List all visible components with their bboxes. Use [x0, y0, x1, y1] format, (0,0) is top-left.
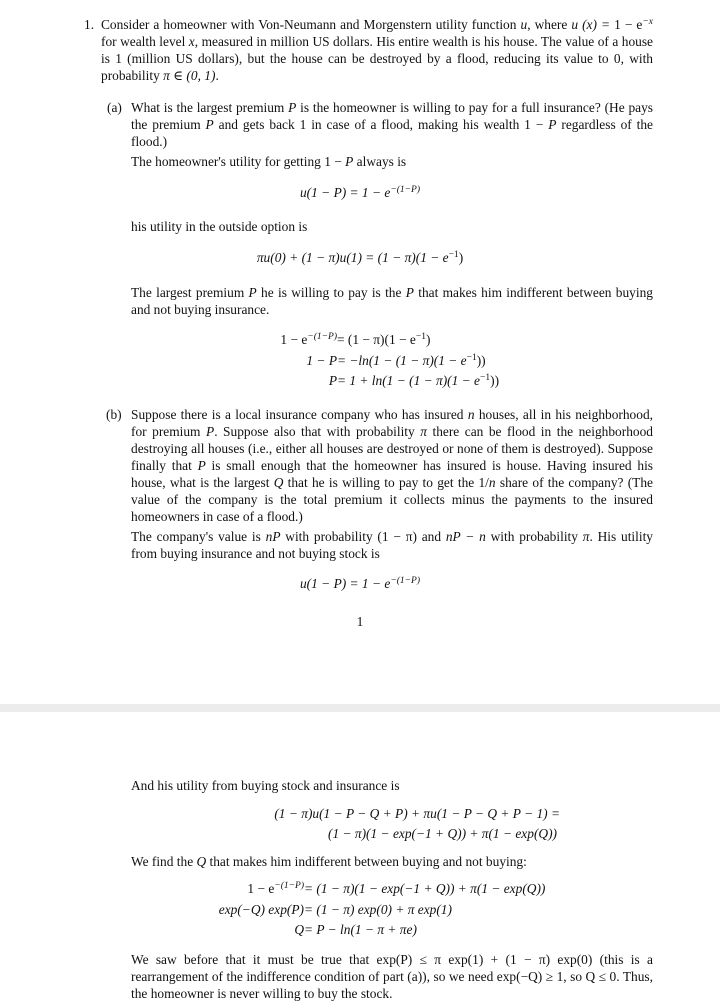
- derivation-a-line2-rhs: = $-\ln(1 - (1 - \pi)(1 - e^{-1}))$: [337, 353, 486, 368]
- derivation-b-line2-rhs: = (1 − π) exp(0) + π exp(1): [304, 902, 452, 917]
- equation-utility-insured: $u(1 - P) = 1 - e^{-(1-P)}$: [299, 185, 421, 200]
- part-a-outside-text: his utility in the outside option is: [131, 219, 308, 234]
- part-a-largest-text: The largest premium P he is willing to pay is the P that makes him indifferent between buying and not buying insurance.: [131, 285, 653, 317]
- page2-intro: And his utility from buying stock and insurance is: [131, 778, 400, 793]
- problem-intro: Consider a homeowner with Von-Neumann and Morgenstern utility function u, where u $(x) = 1 - e^{-x}$ for wealth level x, measured in million US dollars. His entire wealth is his house. The value of a house is 1 (million US dollars), but the house can be destroyed by a flood, reducing its value to 0, with probability π ∈ (0, 1).: [101, 17, 654, 83]
- equation-stock-line2: (1 − π)(1 − exp(−1 + Q)) + π(1 − exp(Q)): [328, 826, 557, 841]
- page2-find-text: We find the Q that makes him indifferent between buying and not buying:: [131, 854, 527, 869]
- page2-conclusion: We saw before that it must be true that exp(P) ≤ π exp(1) + (1 − π) exp(0) (this is a rearrangement of the indifference condition of part (a)), so we need exp(−Q) ≥ 1, so Q ≤ 0. Thus, the homeowner is never willing to buy the stock.: [131, 952, 653, 1001]
- derivation-b-line2-lhs: exp(−Q) exp(P): [218, 902, 304, 917]
- page-separator: [0, 704, 720, 712]
- page-2: [0, 712, 720, 1008]
- derivation-b-line3-rhs: = P − ln(1 − π + πe): [304, 922, 417, 937]
- part-b-company-value: The company's value is nP with probability (1 − π) and nP − n with probability π. His utility from buying insurance and not buying stock is: [131, 529, 653, 561]
- derivation-a-line1-rhs: = $(1 - \pi)(1 - e^{-1})$: [337, 332, 431, 347]
- part-a-label: (a): [107, 100, 122, 115]
- derivation-a-line1-lhs: $1 - e^{-(1-P)}$: [280, 332, 337, 347]
- equation-utility-no-stock: $u(1 - P) = 1 - e^{-(1-P)}$: [299, 576, 421, 591]
- equation-outside-option: $\pi u(0) + (1 - \pi)u(1) = (1 - \pi)(1 - e^{-1})$: [256, 250, 464, 265]
- derivation-b-line1-rhs: = (1 − π)(1 − exp(−1 + Q)) + π(1 − exp(Q)): [304, 881, 546, 896]
- page-number: 1: [356, 614, 364, 629]
- problem-number: 1.: [84, 17, 95, 32]
- part-b-label: (b): [106, 407, 122, 422]
- part-a-utility-text: The homeowner's utility for getting 1 − P always is: [131, 154, 407, 169]
- derivation-b-line1-lhs: $1 - e^{-(1-P)}$: [247, 881, 304, 896]
- derivation-a-line3-lhs: P: [328, 373, 337, 388]
- derivation-a-line2-lhs: 1 − P: [306, 353, 337, 368]
- equation-stock-line1: (1 − π)u(1 − P − Q + P) + πu(1 − P − Q + P − 1) =: [274, 806, 560, 821]
- part-a-question: What is the largest premium P is the homeowner is willing to pay for a full insurance? (He pays the premium P and gets back 1 in case of a flood, making his wealth 1 − P regardless of the flood.): [131, 100, 653, 149]
- derivation-a-line3-rhs: = $1 + \ln(1 - (1 - \pi)(1 - e^{-1}))$: [337, 373, 500, 388]
- part-b-question: Suppose there is a local insurance company who has insured n houses, all in his neighborhood, for premium P. Suppose also that with probability π there can be flood in the neighborhood destroying all houses (i.e., either all houses are destroyed or none of them is destroyed). Suppose finally that P is small enough that the homeowner has insured is house. Having insured his house, what is the largest Q that he is willing to pay to get the 1/n share of the company? (The value of the company is the total premium it collects minus the payments to the insured homeowners in case of a flood.): [131, 407, 654, 524]
- derivation-b-line3-lhs: Q: [294, 922, 304, 937]
